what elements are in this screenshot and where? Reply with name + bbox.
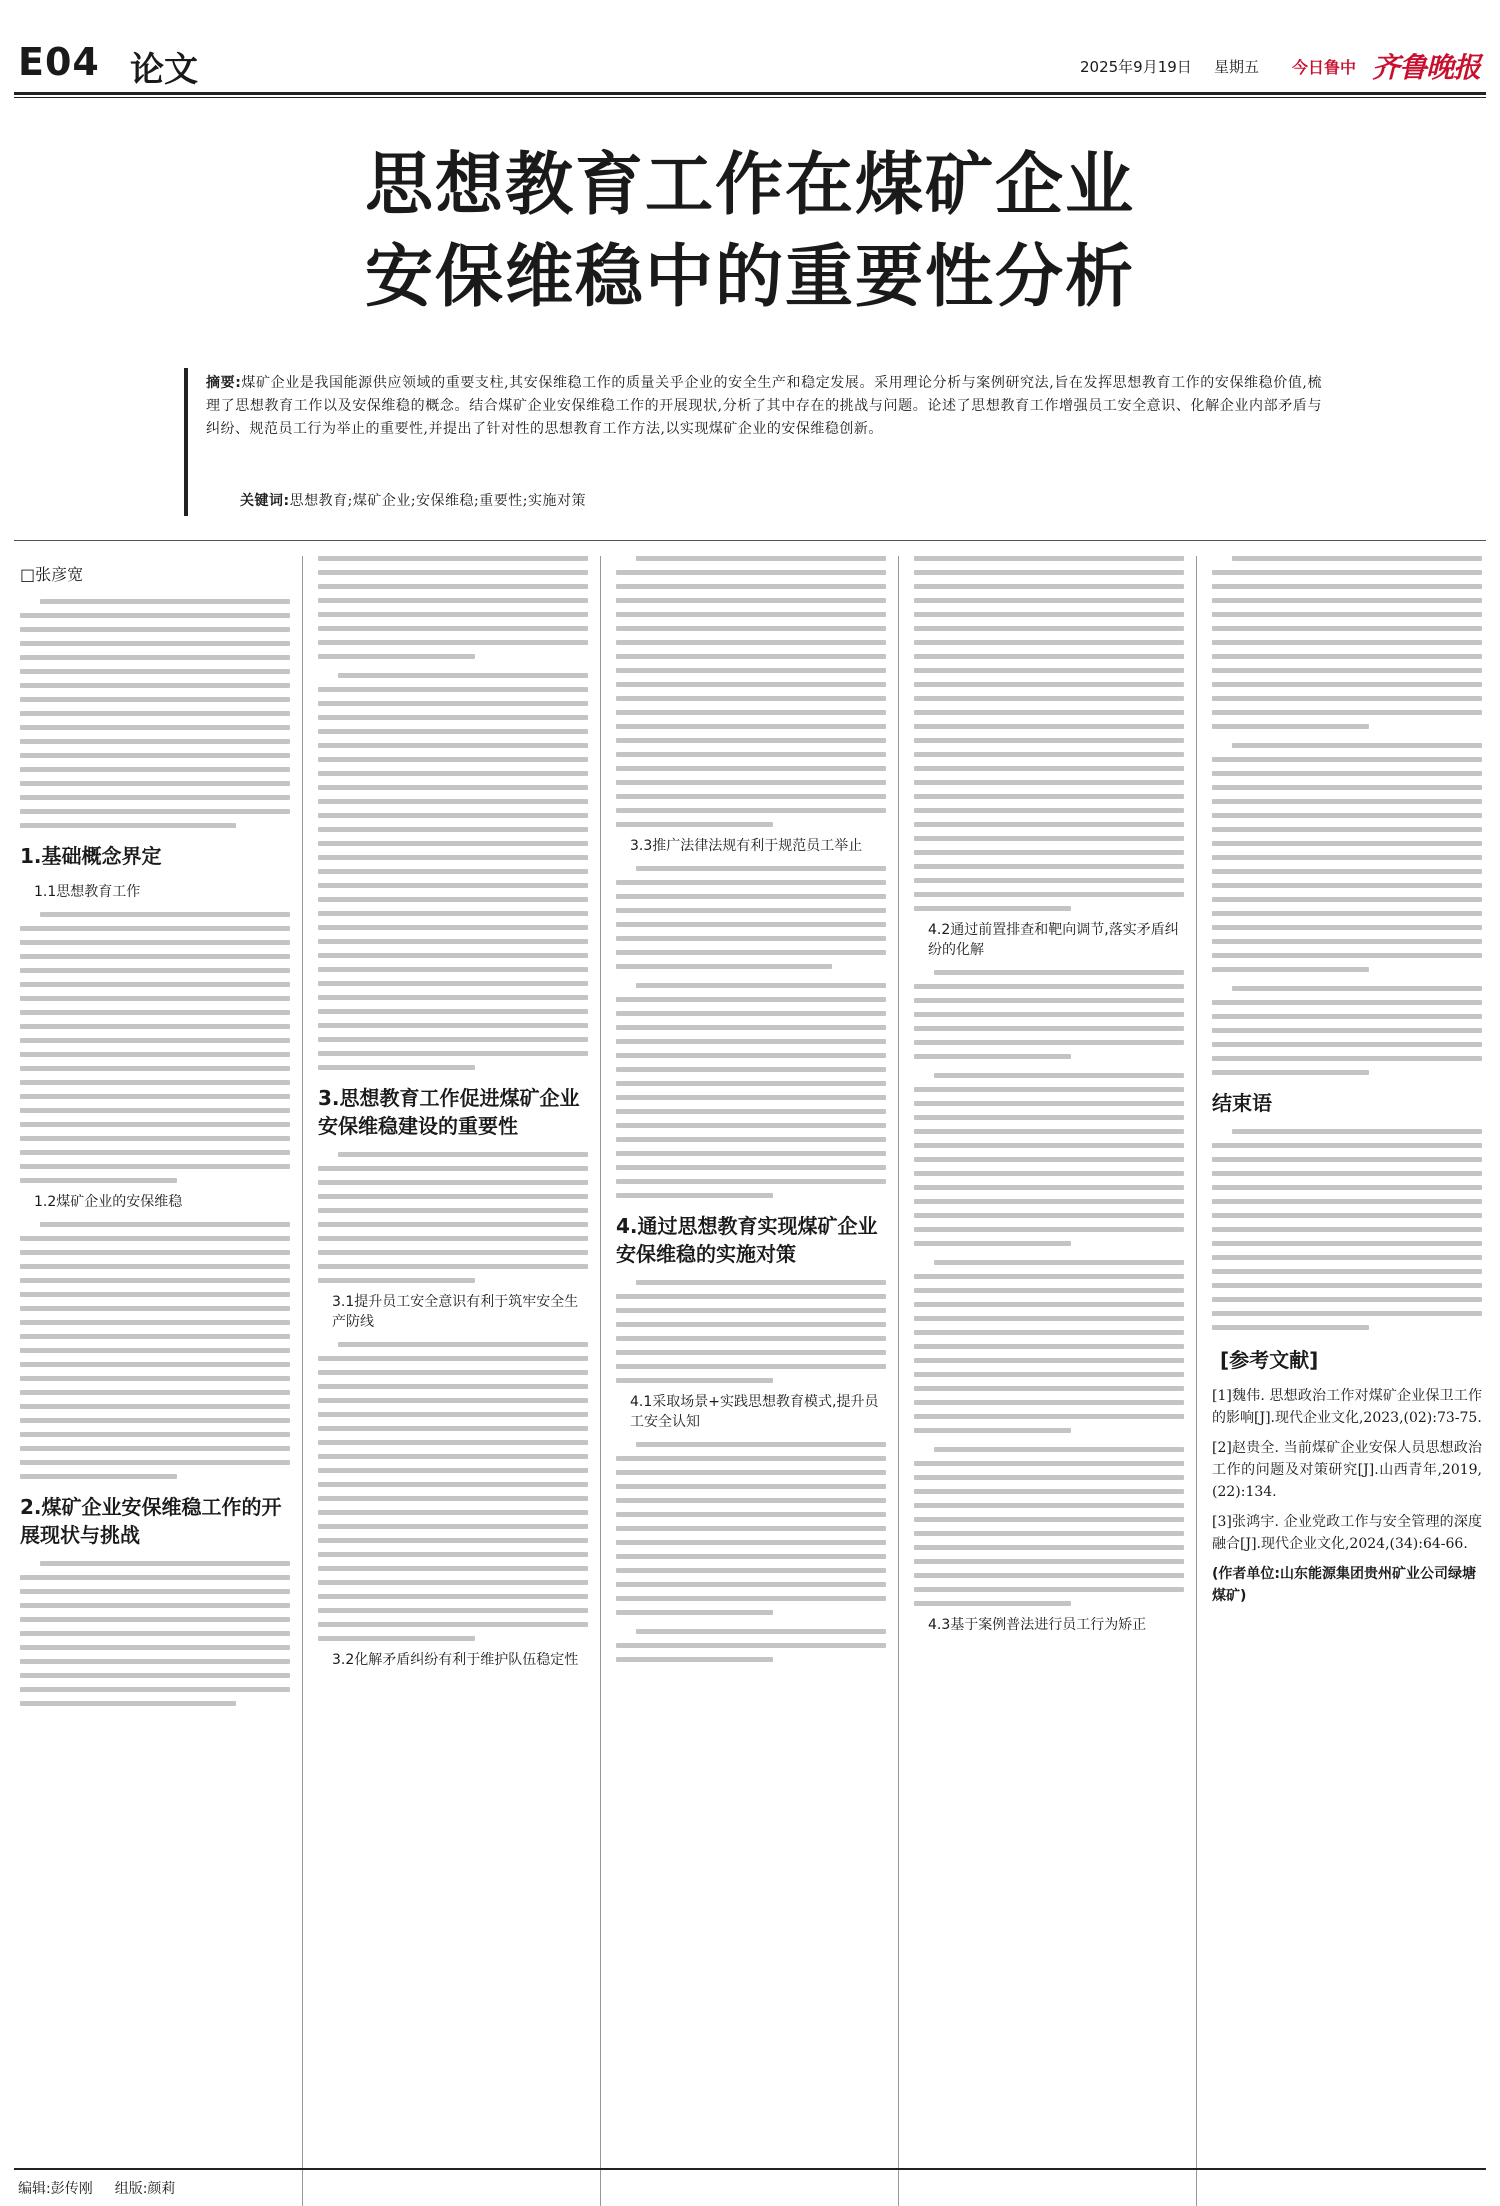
column-1 bbox=[20, 556, 290, 1715]
subsection-heading: 1.2煤矿企业的安保维稳 bbox=[34, 1194, 183, 1210]
headline-line-1: 思想教育工作在煤矿企业 bbox=[364, 146, 1135, 225]
body-text bbox=[318, 1152, 588, 1283]
body-text bbox=[318, 556, 588, 1070]
abstract bbox=[206, 372, 1322, 441]
newspaper-logo: 齐鲁晚报 bbox=[1372, 51, 1481, 84]
references-heading: [参考文献] bbox=[1220, 1348, 1319, 1372]
page-code: E04 bbox=[18, 40, 100, 84]
author-byline: □张彦宽 bbox=[20, 565, 84, 584]
subsection-heading: 4.1采取场景+实践思想教育模式,提升员工安全认知 bbox=[630, 1394, 879, 1430]
column-divider bbox=[898, 556, 899, 2206]
body-text bbox=[616, 866, 886, 1198]
section-name: 论文 bbox=[130, 50, 198, 90]
column-divider bbox=[302, 556, 303, 2206]
abstract-label: 摘要: bbox=[206, 375, 242, 391]
abstract-bar bbox=[184, 368, 188, 516]
footer-credits bbox=[18, 2178, 197, 2198]
reference-item: [1]魏伟. 思想政治工作对煤矿企业保卫工作的影响[J].现代企业文化,2023,(02):73-75. bbox=[1212, 1388, 1482, 1426]
edition-label: 今日鲁中 bbox=[1292, 58, 1357, 77]
author-affiliation: (作者单位:山东能源集团贵州矿业公司绿塘煤矿) bbox=[1212, 1566, 1476, 1604]
section-heading: 2.煤矿企业安保维稳工作的开展现状与挑战 bbox=[20, 1495, 282, 1547]
body-text bbox=[616, 1442, 886, 1662]
body-text bbox=[914, 970, 1184, 1606]
section-heading: 3.思想教育工作促进煤矿企业安保维稳建设的重要性 bbox=[318, 1086, 580, 1138]
body-text bbox=[318, 1342, 588, 1641]
keywords bbox=[240, 490, 586, 510]
headline-line-2: 安保维稳中的重要性分析 bbox=[364, 238, 1135, 317]
keywords-text: 思想教育;煤矿企业;安保维稳;重要性;实施对策 bbox=[289, 493, 586, 509]
column-divider bbox=[1196, 556, 1197, 2206]
subsection-heading: 4.2通过前置排查和靶向调节,落实矛盾纠纷的化解 bbox=[928, 922, 1179, 958]
body-text bbox=[20, 599, 290, 828]
masthead-rule bbox=[14, 92, 1486, 95]
subsection-heading: 3.3推广法律法规有利于规范员工举止 bbox=[630, 838, 863, 854]
subsection-heading: 3.1提升员工安全意识有利于筑牢安全生产防线 bbox=[332, 1294, 579, 1330]
keywords-label: 关键词: bbox=[240, 493, 290, 509]
editor-credit: 编辑:彭传刚 bbox=[18, 2181, 93, 2197]
abstract-text: 煤矿企业是我国能源供应领域的重要支柱,其安保维稳工作的质量关乎企业的安全生产和稳定发展。采用理论分析与案例研究法,旨在发挥思想教育工作的安保维稳价值,梳理了思想教育工作以及安保维稳的概念。结合煤矿企业安保维稳工作的开展现状,分析了其中存在的挑战与问题。论述了思想教育工作增强员工安全意识、化解企业内部矛盾与纠纷、规范员工行为举止的重要性,并提出了针对性的思想教育工作方法,以实现煤矿企业的安保维稳创新。 bbox=[206, 375, 1322, 437]
body-text bbox=[616, 556, 886, 827]
masthead-rule-thin bbox=[14, 97, 1486, 98]
column-2 bbox=[318, 556, 588, 1680]
body-text bbox=[616, 1280, 886, 1383]
section-heading: 4.通过思想教育实现煤矿企业安保维稳的实施对策 bbox=[616, 1214, 878, 1266]
column-5 bbox=[1212, 556, 1482, 1607]
issue-weekday: 星期五 bbox=[1214, 58, 1260, 76]
layout-credit: 组版:颜莉 bbox=[114, 2181, 176, 2197]
abstract-rule bbox=[14, 540, 1486, 541]
issue-date: 2025年9月19日 bbox=[1080, 58, 1192, 76]
subsection-heading: 4.3基于案例普法进行员工行为矫正 bbox=[928, 1617, 1147, 1633]
body-text bbox=[1212, 556, 1482, 1075]
body-text bbox=[20, 1222, 290, 1479]
body-text bbox=[1212, 1129, 1482, 1330]
article-headline bbox=[0, 140, 1500, 324]
section-heading: 结束语 bbox=[1212, 1091, 1272, 1115]
footer-rule bbox=[14, 2168, 1486, 2170]
subsection-heading: 1.1思想教育工作 bbox=[34, 884, 141, 900]
reference-item: [3]张鸿宇. 企业党政工作与安全管理的深度融合[J].现代企业文化,2024,(34):64-66. bbox=[1212, 1514, 1482, 1552]
subsection-heading: 3.2化解矛盾纠纷有利于维护队伍稳定性 bbox=[332, 1652, 579, 1668]
section-heading: 1.基础概念界定 bbox=[20, 844, 162, 868]
body-text bbox=[914, 556, 1184, 911]
reference-item: [2]赵贵全. 当前煤矿企业安保人员思想政治工作的问题及对策研究[J].山西青年,2019,(22):134. bbox=[1212, 1440, 1482, 1500]
body-text bbox=[20, 1561, 290, 1706]
column-4 bbox=[914, 556, 1184, 1645]
column-divider bbox=[600, 556, 601, 2206]
column-3 bbox=[616, 556, 886, 1671]
body-text bbox=[20, 912, 290, 1183]
